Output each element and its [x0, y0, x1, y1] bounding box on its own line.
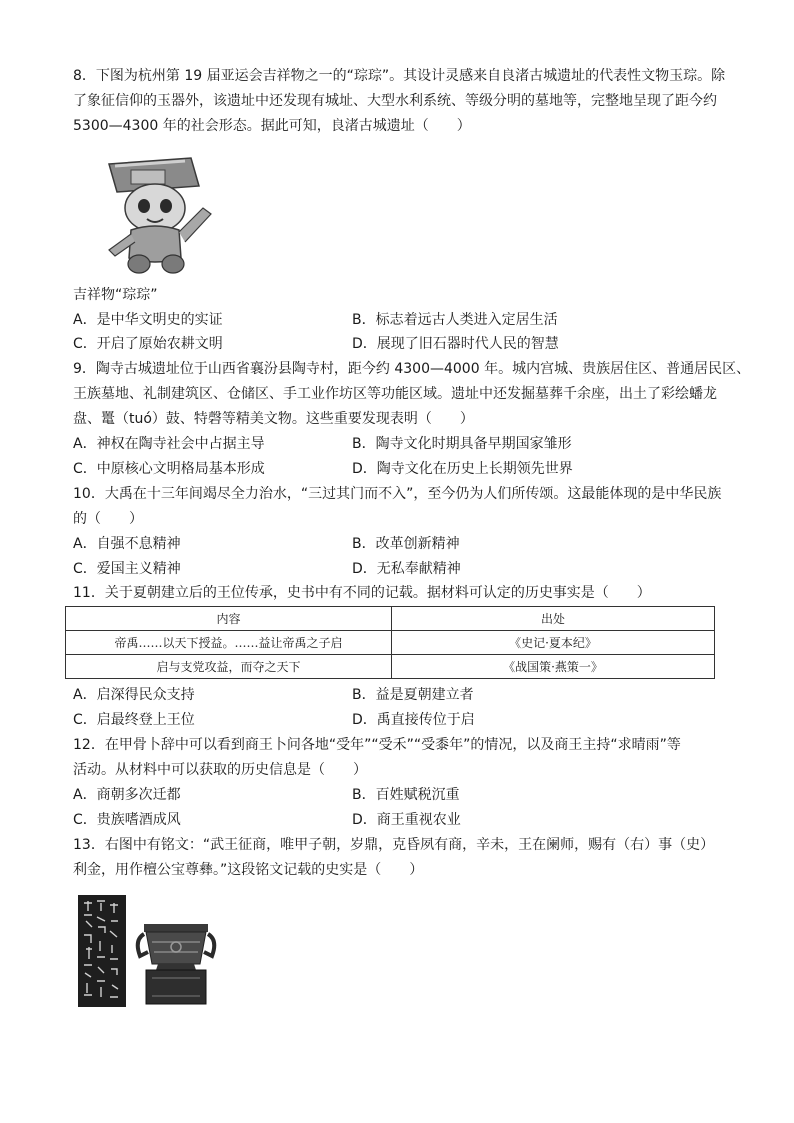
table-header-source: 出处	[392, 607, 715, 631]
table-cell-content: 启与支党攻益，而夺之天下	[66, 655, 392, 679]
q12-stem-line2: 活动。从材料中可以获取的历史信息是（ ）	[73, 762, 367, 778]
q10-stem-line1: 10．大禹在十三年间竭尽全力治水，“三过其门而不入”，至今仍为人们所传颂。这最能体现的是中华民族	[73, 486, 722, 502]
q8-option-b[interactable]: B．标志着远古人类进入定居生活	[352, 312, 558, 328]
q9-option-b[interactable]: B．陶寺文化时期具备早期国家雏形	[352, 436, 572, 452]
mascot-congcong-image	[95, 142, 225, 282]
q12-option-c[interactable]: C．贵族嗜酒成风	[73, 812, 181, 828]
table-header-row	[66, 607, 715, 631]
q9-option-c[interactable]: C．中原核心文明格局基本形成	[73, 461, 265, 477]
q8-image-caption: 吉祥物“琮琮”	[73, 287, 158, 303]
q9-stem-line2: 王族墓地、礼制建筑区、仓储区、手工业作坊区等功能区域。遗址中还发掘墓葬千余座，出土了彩绘蟠龙	[73, 386, 717, 402]
q10-option-a[interactable]: A．自强不息精神	[73, 536, 181, 552]
q8-option-c[interactable]: C．开启了原始农耕文明	[73, 336, 223, 352]
q8-stem-line2: 了象征信仰的玉器外，该遗址中还发现有城址、大型水利系统、等级分明的墓地等，完整地呈现了距今约	[73, 93, 717, 109]
q9-stem-line3: 盘、鼍（tuó）鼓、特磬等精美文物。这些重要发现表明（ ）	[73, 411, 474, 427]
table-row	[66, 631, 715, 655]
q11-option-d[interactable]: D．禹直接传位于启	[352, 712, 475, 728]
q8-stem-line3: 5300—4300 年的社会形态。据此可知，良渚古城遗址（ ）	[73, 118, 471, 134]
q8-stem-line1: 8．下图为杭州第 19 届亚运会吉祥物之一的“琮琮”。其设计灵感来自良渚古城遗址的代表性文物玉琮。除	[73, 68, 726, 84]
q13-stem-line2: 利金，用作檀公宝尊彝。”这段铭文记载的史实是（ ）	[73, 862, 424, 878]
q8-option-d[interactable]: D．展现了旧石器时代人民的智慧	[352, 336, 559, 352]
q9-option-a[interactable]: A．神权在陶寺社会中占据主导	[73, 436, 265, 452]
table-header-content: 内容	[66, 607, 392, 631]
q12-stem-line1: 12．在甲骨卜辞中可以看到商王卜问各地“受年”“受禾”“受黍年”的情况，以及商王主持“求晴雨”等	[73, 737, 681, 753]
q9-option-d[interactable]: D．陶寺文化在历史上长期领先世界	[352, 461, 573, 477]
table-cell-source: 《战国策·燕策一》	[392, 655, 715, 679]
q13-stem-line1: 13．右图中有铭文：“武王征商，唯甲子朝，岁鼎，克昏夙有商，辛未，王在阑师，赐有（右）事（史）	[73, 837, 715, 853]
bronze-inscription-rubbing-image	[78, 895, 126, 1007]
q11-option-c[interactable]: C．启最终登上王位	[73, 712, 195, 728]
q10-stem-line2: 的（ ）	[73, 511, 143, 527]
source-table	[65, 606, 715, 679]
q10-option-d[interactable]: D．无私奉献精神	[352, 561, 461, 577]
table-row	[66, 655, 715, 679]
q11-option-b[interactable]: B．益是夏朝建立者	[352, 687, 474, 703]
q10-option-b[interactable]: B．改革创新精神	[352, 536, 460, 552]
table-cell-content: 帝禹……以天下授益。……益让帝禹之子启	[66, 631, 392, 655]
q11-option-a[interactable]: A．启深得民众支持	[73, 687, 195, 703]
q12-option-a[interactable]: A．商朝多次迁都	[73, 787, 181, 803]
bronze-gui-vessel-image	[132, 912, 220, 1008]
q12-option-d[interactable]: D．商王重视农业	[352, 812, 461, 828]
q12-option-b[interactable]: B．百姓赋税沉重	[352, 787, 460, 803]
q8-option-a[interactable]: A．是中华文明史的实证	[73, 312, 223, 328]
q9-stem-line1: 9．陶寺古城遗址位于山西省襄汾县陶寺村，距今约 4300—4000 年。城内宫城、贵族居住区、普通居民区、	[73, 361, 751, 377]
q10-option-c[interactable]: C．爱国主义精神	[73, 561, 181, 577]
q11-stem-line1: 11．关于夏朝建立后的王位传承，史书中有不同的记载。据材料可认定的历史事实是（ ）	[73, 585, 651, 601]
table-cell-source: 《史记·夏本纪》	[392, 631, 715, 655]
